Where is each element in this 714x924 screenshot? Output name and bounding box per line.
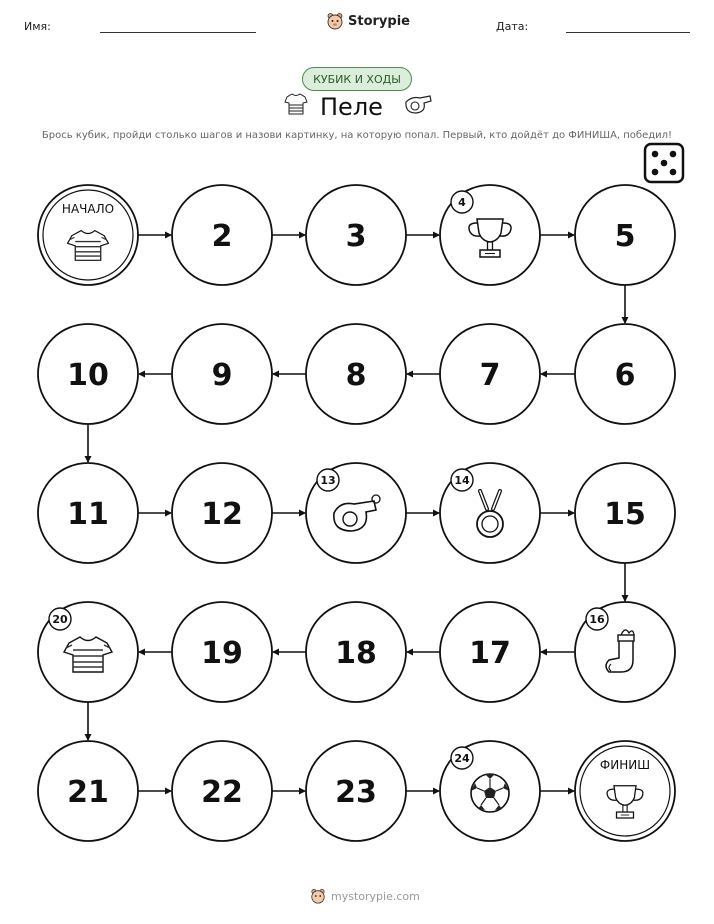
footer bbox=[310, 888, 420, 904]
board-cell bbox=[575, 324, 675, 424]
finish-cell bbox=[575, 741, 675, 841]
board-cell bbox=[440, 602, 540, 702]
cell-number: 18 bbox=[335, 636, 377, 671]
instructions: Брось кубик, пройди столько шагов и назови картинку, на которую попал. Первый, кто дойдёт до ФИНИША, победил! bbox=[41, 130, 673, 141]
date-label: Дата: bbox=[496, 20, 529, 33]
cell-number: 5 bbox=[614, 219, 636, 254]
footer-url: mystorypie.com bbox=[331, 889, 420, 903]
cell-number: 8 bbox=[345, 358, 367, 393]
cell-number: 6 bbox=[614, 358, 636, 393]
cell-number: 2 bbox=[211, 219, 233, 254]
board-cell bbox=[38, 602, 138, 702]
finish-label: ФИНИШ bbox=[599, 758, 651, 772]
board-cell bbox=[172, 463, 272, 563]
cell-number: 9 bbox=[211, 358, 233, 393]
cell-number: 7 bbox=[479, 358, 501, 393]
cell-number: 12 bbox=[201, 497, 243, 532]
page-title: Пеле bbox=[320, 93, 383, 121]
board-cell bbox=[440, 185, 540, 285]
board-cell bbox=[38, 324, 138, 424]
name-label: Имя: bbox=[24, 20, 51, 33]
board-cell bbox=[172, 185, 272, 285]
board-cell bbox=[38, 741, 138, 841]
board-cell bbox=[306, 463, 406, 563]
cell-number: 17 bbox=[469, 636, 511, 671]
board-cell bbox=[38, 463, 138, 563]
board-cell bbox=[306, 324, 406, 424]
start-label: НАЧАЛО bbox=[61, 202, 115, 216]
cell-number: 19 bbox=[201, 636, 243, 671]
board-cell bbox=[306, 185, 406, 285]
board-cell bbox=[575, 602, 675, 702]
cell-number: 4 bbox=[458, 196, 466, 209]
game-type-badge: КУБИК И ХОДЫ bbox=[302, 67, 412, 91]
board-cell bbox=[440, 324, 540, 424]
cell-number: 24 bbox=[454, 752, 470, 765]
board-cell bbox=[306, 741, 406, 841]
cell-number: 10 bbox=[67, 358, 109, 393]
board-cell bbox=[172, 324, 272, 424]
cell-number: 23 bbox=[335, 775, 377, 810]
cell-number: 14 bbox=[454, 474, 470, 487]
cell-number: 3 bbox=[345, 219, 367, 254]
board-cell bbox=[440, 463, 540, 563]
cell-number: 20 bbox=[52, 613, 68, 626]
cell-number: 11 bbox=[67, 497, 109, 532]
board-cell bbox=[172, 741, 272, 841]
cell-number: 16 bbox=[589, 613, 605, 626]
brand-name: Storypie bbox=[348, 13, 410, 29]
start-cell bbox=[38, 185, 138, 285]
cell-number: 22 bbox=[201, 775, 243, 810]
cell-number: 13 bbox=[320, 474, 336, 487]
board-cell bbox=[440, 741, 540, 841]
soccer-ball-icon bbox=[471, 774, 509, 812]
board-cell bbox=[306, 602, 406, 702]
board-cell bbox=[575, 463, 675, 563]
board-cell bbox=[575, 185, 675, 285]
board-cell bbox=[172, 602, 272, 702]
cell-number: 21 bbox=[67, 775, 109, 810]
cell-number: 15 bbox=[604, 497, 646, 532]
storypie-mascot-icon bbox=[310, 888, 326, 904]
